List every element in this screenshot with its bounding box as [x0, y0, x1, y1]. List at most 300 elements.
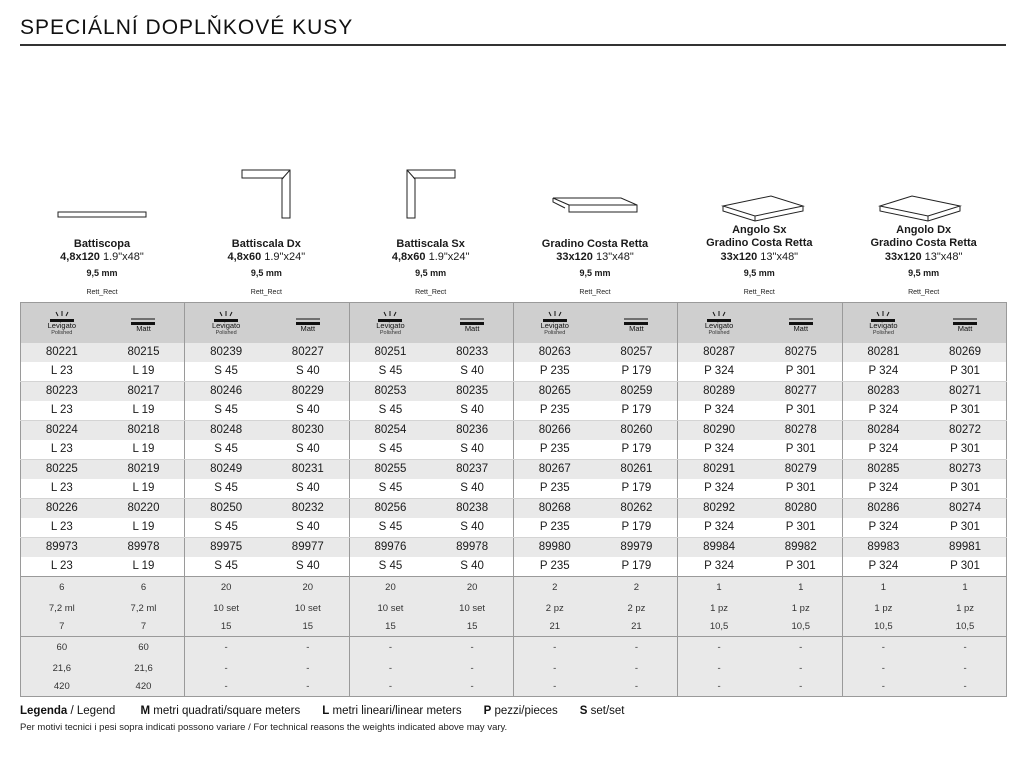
finish-sublabel: Polished: [872, 329, 894, 336]
product-column: [184, 160, 348, 302]
finish-header-row: [21, 303, 1007, 343]
packaging-quantity-cell: 2 pz: [596, 599, 678, 618]
product-code-cell: 89976: [349, 538, 431, 557]
packaging-quantity-cell: 7,2 ml: [103, 599, 185, 618]
pallet-quantity-cell: -: [349, 637, 431, 659]
product-code-cell: 80278: [760, 421, 842, 440]
product-code-cell: 80262: [596, 499, 678, 518]
matt-finish-icon: [622, 313, 650, 325]
finish-header-cell: [103, 303, 185, 343]
product-code-cell: 80277: [760, 382, 842, 401]
finish-label: Matt: [464, 323, 480, 333]
product-edge-type: Rett_Rect: [250, 289, 282, 296]
pack-unit-cell: P 179: [596, 557, 678, 577]
pallet-quantity-cell: -: [431, 659, 513, 678]
table-row: [21, 362, 1007, 382]
finish-label: Matt: [136, 323, 151, 333]
pallet-quantity-cell: 21,6: [21, 659, 103, 678]
product-code-cell: 80221: [21, 343, 103, 362]
product-name: Gradino Costa Retta: [541, 238, 649, 250]
product-name: Battiscopa: [73, 238, 131, 250]
pack-unit-cell: L 19: [103, 440, 185, 460]
product-code-cell: 80233: [431, 343, 513, 362]
legend-title: Legenda / Legend: [20, 705, 116, 717]
step-skirting-right-icon: [184, 160, 348, 236]
pallet-quantity-cell: -: [678, 659, 760, 678]
pack-unit-cell: P 301: [924, 518, 1006, 538]
weights-note: Per motivi tecnici i pesi sopra indicati possono variare / For technical reasons the weights indicated above may vary.: [20, 722, 508, 733]
product-code-cell: 89979: [596, 538, 678, 557]
pack-unit-cell: P 301: [760, 401, 842, 421]
pack-unit-cell: S 45: [349, 440, 431, 460]
pallet-quantity-cell: -: [760, 637, 842, 659]
pack-unit-cell: L 23: [21, 557, 103, 577]
product-code-cell: 80246: [185, 382, 267, 401]
product-code-cell: 80236: [431, 421, 513, 440]
product-code-cell: 89980: [513, 538, 595, 557]
packaging-quantity-cell: 1 pz: [924, 599, 1006, 618]
table-row: [21, 538, 1007, 557]
packaging-quantity-cell: 10 set: [349, 599, 431, 618]
pallet-quantity-cell: -: [924, 659, 1006, 678]
pack-unit-cell: P 324: [842, 440, 924, 460]
product-code-cell: 89978: [431, 538, 513, 557]
pack-unit-cell: S 45: [349, 401, 431, 421]
product-code-cell: 80263: [513, 343, 595, 362]
product-code-cell: 80254: [349, 421, 431, 440]
matt-finish-icon: [951, 313, 979, 325]
pack-unit-cell: P 301: [924, 557, 1006, 577]
packaging-quantity-cell: 15: [267, 618, 349, 637]
product-code-cell: 80230: [267, 421, 349, 440]
product-name: Battiscala Dx: [231, 238, 301, 250]
straight-step-icon: [513, 160, 677, 236]
legend-item: L metri lineari/linear meters: [322, 705, 462, 717]
pack-unit-cell: S 40: [267, 518, 349, 538]
polished-finish-icon: [212, 310, 240, 322]
pallet-quantity-cell: -: [678, 637, 760, 659]
pack-unit-cell: S 40: [431, 440, 513, 460]
product-size: 33x120 13"x48": [884, 251, 963, 263]
packaging-quantity-cell: 10,5: [924, 618, 1006, 637]
pack-unit-cell: L 23: [21, 440, 103, 460]
product-code-cell: 80271: [924, 382, 1006, 401]
pack-unit-cell: S 45: [349, 518, 431, 538]
pack-unit-cell: P 301: [924, 479, 1006, 499]
product-code-cell: 80267: [513, 460, 595, 479]
pack-unit-cell: P 324: [678, 401, 760, 421]
product-code-cell: 80251: [349, 343, 431, 362]
packaging-quantity-cell: 20: [185, 577, 267, 599]
finish-header-cell: [842, 303, 924, 343]
finish-label: Matt: [793, 323, 809, 333]
product-code-cell: 80260: [596, 421, 678, 440]
product-code-cell: 80284: [842, 421, 924, 440]
pack-unit-cell: S 45: [349, 557, 431, 577]
product-column: [20, 160, 184, 302]
step-skirting-left-icon: [349, 160, 513, 236]
product-code-cell: 80273: [924, 460, 1006, 479]
product-size: 4,8x60 1.9"x24": [391, 251, 470, 263]
packaging-quantity-cell: 1: [924, 577, 1006, 599]
pallet-quantity-cell: -: [349, 678, 431, 697]
packaging-quantity-cell: 21: [596, 618, 678, 637]
table-row: [21, 382, 1007, 401]
product-code-cell: 80227: [267, 343, 349, 362]
pack-unit-cell: P 324: [678, 362, 760, 382]
pack-unit-cell: L 19: [103, 479, 185, 499]
pallet-quantity-cell: -: [760, 659, 842, 678]
finish-label: Matt: [300, 323, 316, 333]
finish-header-cell: [760, 303, 842, 343]
pack-unit-cell: S 45: [185, 479, 267, 499]
finish-label: Levigato: [869, 320, 898, 330]
pack-unit-cell: S 40: [431, 401, 513, 421]
pack-unit-cell: L 23: [21, 401, 103, 421]
product-code-cell: 89978: [103, 538, 185, 557]
matt-finish-icon: [294, 313, 322, 325]
finish-sublabel: Polished: [51, 329, 73, 336]
pallet-quantity-cell: 420: [21, 678, 103, 697]
polished-finish-icon: [48, 310, 76, 322]
pack-unit-cell: L 19: [103, 557, 185, 577]
product-thickness: 9,5 mm: [250, 268, 282, 278]
product-size: 33x120 13"x48": [556, 251, 634, 263]
pack-unit-cell: P 179: [596, 440, 678, 460]
finish-label: Levigato: [704, 320, 734, 330]
finish-label: Levigato: [540, 320, 569, 330]
skirting-icon: [20, 160, 184, 236]
pallet-quantity-cell: -: [513, 637, 595, 659]
table-row: [21, 618, 1007, 637]
product-column: [842, 160, 1006, 302]
product-code-cell: 80239: [185, 343, 267, 362]
packaging-quantity-cell: 2: [596, 577, 678, 599]
pallet-quantity-cell: -: [842, 678, 924, 697]
pack-unit-cell: P 301: [924, 440, 1006, 460]
pallet-quantity-cell: -: [596, 678, 678, 697]
pack-unit-cell: P 235: [513, 557, 595, 577]
pack-unit-cell: S 45: [185, 557, 267, 577]
product-name: Battiscala Sx: [396, 238, 465, 250]
finish-header-cell: [596, 303, 678, 343]
packaging-quantity-cell: 15: [431, 618, 513, 637]
product-code-cell: 80223: [21, 382, 103, 401]
packaging-quantity-cell: 2 pz: [513, 599, 595, 618]
product-code-cell: 80250: [185, 499, 267, 518]
pack-unit-cell: S 40: [267, 557, 349, 577]
packaging-quantity-cell: 1: [842, 577, 924, 599]
polished-finish-icon: [541, 310, 569, 322]
pack-unit-cell: L 19: [103, 518, 185, 538]
product-size: 33x120 13"x48": [720, 251, 799, 263]
finish-label: Matt: [629, 323, 644, 333]
product-code-cell: 89983: [842, 538, 924, 557]
pack-unit-cell: P 324: [842, 401, 924, 421]
pack-unit-cell: S 45: [349, 362, 431, 382]
pallet-quantity-cell: -: [596, 659, 678, 678]
pack-unit-cell: P 324: [678, 518, 760, 538]
pack-unit-cell: P 235: [513, 518, 595, 538]
packaging-quantity-cell: 7,2 ml: [21, 599, 103, 618]
matt-finish-icon: [787, 313, 815, 325]
pack-unit-cell: P 324: [678, 557, 760, 577]
product-code-cell: 80215: [103, 343, 185, 362]
finish-sublabel: Polished: [544, 329, 566, 336]
pack-unit-cell: L 23: [21, 362, 103, 382]
legend-item: S set/set: [579, 705, 625, 717]
pack-unit-cell: S 45: [185, 440, 267, 460]
product-column: [677, 160, 841, 302]
packaging-quantity-cell: 20: [267, 577, 349, 599]
table-row: [21, 577, 1007, 599]
product-code-cell: 80291: [678, 460, 760, 479]
pallet-quantity-cell: -: [842, 637, 924, 659]
title-divider: [20, 44, 1006, 46]
pallet-quantity-cell: -: [431, 678, 513, 697]
product-code-cell: 80279: [760, 460, 842, 479]
product-code-cell: 80232: [267, 499, 349, 518]
pack-unit-cell: P 235: [513, 479, 595, 499]
product-code-cell: 80285: [842, 460, 924, 479]
table-row: [21, 599, 1007, 618]
product-code-cell: 80292: [678, 499, 760, 518]
polished-finish-icon: [376, 310, 404, 322]
matt-finish-icon: [129, 313, 157, 325]
finish-header-cell: [513, 303, 595, 343]
finish-header-cell: [924, 303, 1006, 343]
finish-label: Levigato: [376, 320, 405, 330]
product-code-cell: 80249: [185, 460, 267, 479]
product-code-table: [20, 302, 1007, 697]
pallet-quantity-cell: -: [185, 659, 267, 678]
polished-finish-icon: [705, 310, 733, 322]
product-code-cell: 80265: [513, 382, 595, 401]
pallet-quantity-cell: -: [185, 678, 267, 697]
product-code-cell: 89975: [185, 538, 267, 557]
packaging-quantity-cell: 20: [431, 577, 513, 599]
product-thickness: 9,5 mm: [908, 268, 940, 278]
packaging-quantity-cell: 1: [760, 577, 842, 599]
pallet-quantity-cell: -: [842, 659, 924, 678]
pack-unit-cell: P 324: [842, 518, 924, 538]
pallet-quantity-cell: -: [185, 637, 267, 659]
product-thickness: 9,5 mm: [415, 268, 447, 278]
finish-header-cell: [185, 303, 267, 343]
product-code-cell: 89973: [21, 538, 103, 557]
pack-unit-cell: P 301: [760, 440, 842, 460]
product-code-cell: 80253: [349, 382, 431, 401]
packaging-quantity-cell: 10 set: [431, 599, 513, 618]
product-code-cell: 80226: [21, 499, 103, 518]
pallet-quantity-cell: -: [924, 678, 1006, 697]
pack-unit-cell: S 40: [431, 557, 513, 577]
table-row: [21, 401, 1007, 421]
pack-unit-cell: L 19: [103, 362, 185, 382]
finish-sublabel: Polished: [215, 329, 237, 336]
table-row: [21, 479, 1007, 499]
product-code-cell: 80272: [924, 421, 1006, 440]
product-edge-type: Rett_Rect: [415, 289, 447, 296]
pack-unit-cell: S 45: [185, 362, 267, 382]
product-thickness: 9,5 mm: [579, 268, 611, 278]
pallet-quantity-cell: -: [760, 678, 842, 697]
product-code-cell: 89981: [924, 538, 1006, 557]
pack-unit-cell: S 40: [431, 479, 513, 499]
pack-unit-cell: S 45: [349, 479, 431, 499]
product-code-cell: 80256: [349, 499, 431, 518]
pallet-quantity-cell: 60: [21, 637, 103, 659]
pack-unit-cell: P 324: [842, 557, 924, 577]
product-name: Gradino Costa Retta: [870, 237, 977, 249]
product-column: [513, 160, 677, 302]
pack-unit-cell: P 301: [760, 557, 842, 577]
packaging-quantity-cell: 21: [513, 618, 595, 637]
pack-unit-cell: S 45: [185, 518, 267, 538]
product-code-cell: 80257: [596, 343, 678, 362]
product-code-cell: 80280: [760, 499, 842, 518]
product-thickness: 9,5 mm: [743, 268, 775, 278]
product-code-cell: 80269: [924, 343, 1006, 362]
product-code-cell: 80229: [267, 382, 349, 401]
pack-unit-cell: P 235: [513, 401, 595, 421]
pallet-quantity-cell: -: [267, 678, 349, 697]
packaging-quantity-cell: 1 pz: [760, 599, 842, 618]
pack-unit-cell: P 235: [513, 440, 595, 460]
product-code-cell: 80259: [596, 382, 678, 401]
product-code-cell: 80275: [760, 343, 842, 362]
product-code-cell: 80290: [678, 421, 760, 440]
page-title: SPECIÁLNÍ DOPLŇKOVÉ KUSY: [20, 16, 354, 39]
product-code-cell: 89984: [678, 538, 760, 557]
pallet-quantity-cell: -: [349, 659, 431, 678]
pack-unit-cell: P 179: [596, 479, 678, 499]
packaging-quantity-cell: 6: [103, 577, 185, 599]
product-header-row: [20, 160, 1006, 302]
matt-finish-icon: [458, 313, 486, 325]
product-code-cell: 80283: [842, 382, 924, 401]
product-code-cell: 80217: [103, 382, 185, 401]
pack-unit-cell: S 40: [431, 362, 513, 382]
pack-unit-cell: P 301: [924, 401, 1006, 421]
product-size: 4,8x120 1.9"x48": [60, 251, 144, 263]
table-row: [21, 637, 1007, 659]
pack-unit-cell: L 23: [21, 518, 103, 538]
pallet-quantity-cell: -: [513, 659, 595, 678]
product-edge-type: Rett_Rect: [86, 289, 118, 296]
pack-unit-cell: S 40: [267, 362, 349, 382]
table-row: [21, 421, 1007, 440]
pack-unit-cell: P 179: [596, 518, 678, 538]
product-name: Gradino Costa Retta: [706, 237, 813, 249]
pack-unit-cell: P 301: [760, 479, 842, 499]
packaging-quantity-cell: 10 set: [267, 599, 349, 618]
pack-unit-cell: P 301: [924, 362, 1006, 382]
pallet-quantity-cell: 21,6: [103, 659, 185, 678]
pack-unit-cell: L 23: [21, 479, 103, 499]
legend: [20, 705, 647, 717]
packaging-quantity-cell: 10,5: [678, 618, 760, 637]
pallet-quantity-cell: 60: [103, 637, 185, 659]
table-row: [21, 659, 1007, 678]
pack-unit-cell: P 179: [596, 362, 678, 382]
product-size: 4,8x60 1.9"x24": [227, 251, 306, 263]
table-row: [21, 460, 1007, 479]
packaging-quantity-cell: 20: [349, 577, 431, 599]
product-code-cell: 80220: [103, 499, 185, 518]
packaging-quantity-cell: 15: [185, 618, 267, 637]
product-code-cell: 80266: [513, 421, 595, 440]
packaging-quantity-cell: 7: [103, 618, 185, 637]
pack-unit-cell: S 40: [267, 440, 349, 460]
packaging-quantity-cell: 1 pz: [842, 599, 924, 618]
packaging-quantity-cell: 10,5: [760, 618, 842, 637]
product-code-cell: 80219: [103, 460, 185, 479]
pallet-quantity-cell: -: [267, 637, 349, 659]
packaging-quantity-cell: 1 pz: [678, 599, 760, 618]
product-code-cell: 80225: [21, 460, 103, 479]
product-column: [349, 160, 513, 302]
pack-unit-cell: S 40: [267, 479, 349, 499]
product-code-cell: 80235: [431, 382, 513, 401]
product-edge-type: Rett_Rect: [743, 289, 775, 296]
table-row: [21, 499, 1007, 518]
product-code-cell: 80218: [103, 421, 185, 440]
pack-unit-cell: P 301: [760, 362, 842, 382]
packaging-quantity-cell: 7: [21, 618, 103, 637]
pallet-quantity-cell: -: [596, 637, 678, 659]
polished-finish-icon: [869, 310, 897, 322]
product-code-cell: 80238: [431, 499, 513, 518]
table-row: [21, 343, 1007, 362]
pack-unit-cell: P 324: [842, 479, 924, 499]
packaging-quantity-cell: 2: [513, 577, 595, 599]
product-code-cell: 80268: [513, 499, 595, 518]
product-code-cell: 80231: [267, 460, 349, 479]
legend-item: P pezzi/pieces: [483, 705, 558, 717]
product-name: Angolo Sx: [732, 224, 787, 236]
product-code-cell: 80274: [924, 499, 1006, 518]
finish-header-cell: [431, 303, 513, 343]
product-thickness: 9,5 mm: [86, 268, 118, 278]
finish-header-cell: [267, 303, 349, 343]
product-name: Angolo Dx: [896, 224, 952, 236]
pack-unit-cell: P 179: [596, 401, 678, 421]
pack-unit-cell: P 235: [513, 362, 595, 382]
table-row: [21, 440, 1007, 460]
product-code-cell: 89982: [760, 538, 842, 557]
packaging-quantity-cell: 15: [349, 618, 431, 637]
product-edge-type: Rett_Rect: [908, 289, 940, 296]
table-row: [21, 557, 1007, 577]
pack-unit-cell: P 324: [678, 479, 760, 499]
table-row: [21, 678, 1007, 697]
product-code-cell: 80248: [185, 421, 267, 440]
pallet-quantity-cell: -: [513, 678, 595, 697]
product-code-cell: 89977: [267, 538, 349, 557]
pallet-quantity-cell: 420: [103, 678, 185, 697]
product-code-cell: 80224: [21, 421, 103, 440]
table-row: [21, 518, 1007, 538]
pack-unit-cell: S 40: [431, 518, 513, 538]
product-code-cell: 80261: [596, 460, 678, 479]
finish-header-cell: [21, 303, 103, 343]
finish-label: Matt: [957, 323, 973, 333]
pack-unit-cell: S 45: [185, 401, 267, 421]
packaging-quantity-cell: 6: [21, 577, 103, 599]
pack-unit-cell: S 40: [267, 401, 349, 421]
product-code-cell: 80287: [678, 343, 760, 362]
